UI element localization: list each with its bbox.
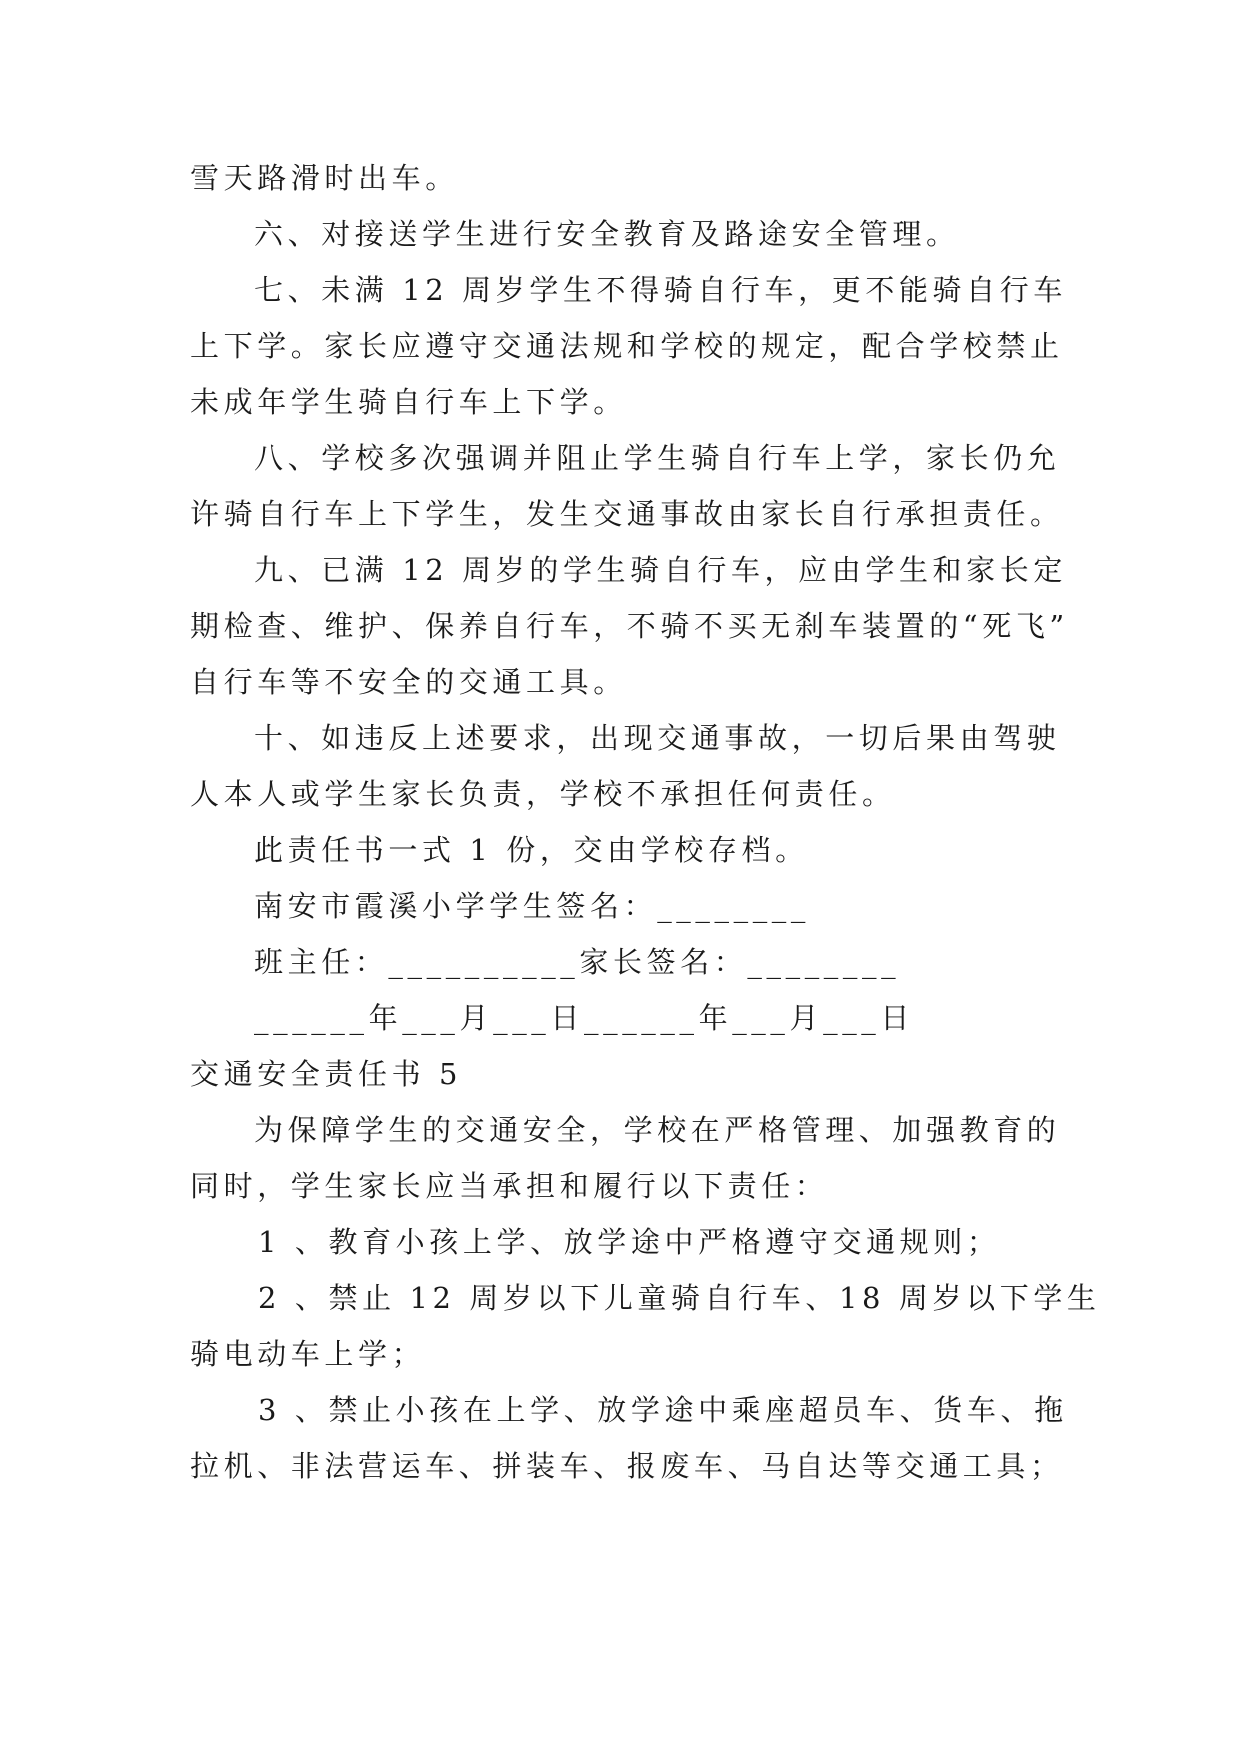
text-line: 同时，学生家长应当承担和履行以下责任： xyxy=(190,1169,829,1203)
section-title: 交通安全责任书 5 xyxy=(190,1057,463,1091)
text-line: 自行车等不安全的交通工具。 xyxy=(190,665,627,699)
text-line: 九、已满 12 周岁的学生骑自行车，应由学生和家长定 xyxy=(254,553,1067,587)
text-line: 雪天路滑时出车。 xyxy=(190,161,459,195)
text-line: 骑电动车上学； xyxy=(190,1337,426,1371)
text-line: 八、学校多次强调并阻止学生骑自行车上学，家长仍允 xyxy=(254,441,1061,475)
text-line: 拉机、非法营运车、拼装车、报废车、马自达等交通工具； xyxy=(190,1449,1064,1483)
list-item: 3 、禁止小孩在上学、放学途中乘座超员车、货车、拖 xyxy=(258,1393,1068,1427)
list-item: 2 、禁止 12 周岁以下儿童骑自行车、18 周岁以下学生 xyxy=(258,1281,1101,1315)
text-line: 人本人或学生家长负责，学校不承担任何责任。 xyxy=(190,777,896,811)
signature-line-teacher-parent: 班主任：__________家长签名：________ xyxy=(254,945,901,979)
text-line: 未成年学生骑自行车上下学。 xyxy=(190,385,627,419)
list-item: 1 、教育小孩上学、放学途中严格遵守交通规则； xyxy=(258,1225,1001,1259)
text-line: 六、对接送学生进行安全教育及路途安全管理。 xyxy=(254,217,960,251)
text-line: 许骑自行车上下学生，发生交通事故由家长自行承担责任。 xyxy=(190,497,1064,531)
text-line: 期检查、维护、保养自行车，不骑不买无刹车装置的“死飞” xyxy=(190,609,1069,643)
text-line: 七、未满 12 周岁学生不得骑自行车，更不能骑自行车 xyxy=(254,273,1067,307)
text-line: 此责任书一式 1 份，交由学校存档。 xyxy=(254,833,809,867)
text-line: 十、如违反上述要求，出现交通事故，一切后果由驾驶 xyxy=(254,721,1061,755)
text-line: 上下学。家长应遵守交通法规和学校的规定，配合学校禁止 xyxy=(190,329,1064,363)
date-line: ______年___月___日______年___月___日 xyxy=(254,1001,914,1035)
text-line: 为保障学生的交通安全，学校在严格管理、加强教育的 xyxy=(254,1113,1061,1147)
signature-line-student: 南安市霞溪小学学生签名：________ xyxy=(254,889,811,923)
